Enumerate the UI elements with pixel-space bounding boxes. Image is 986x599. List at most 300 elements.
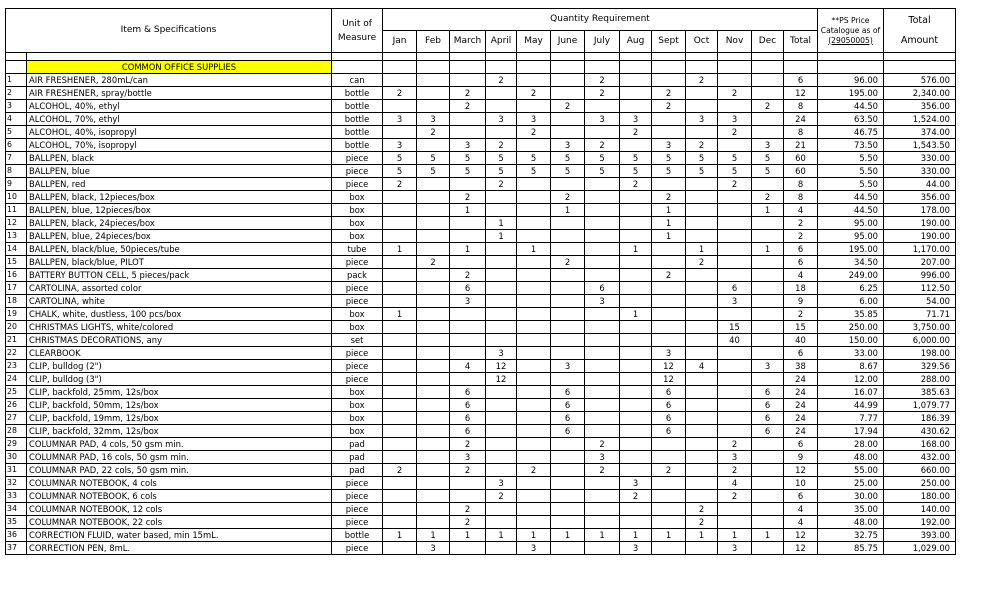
item-spec: COLUMNAR PAD, 16 cols, 50 gsm min. bbox=[27, 451, 332, 464]
total-amount: 288.00 bbox=[884, 373, 956, 386]
unit-of-measure: bottle bbox=[332, 113, 383, 126]
row-total: 8 bbox=[784, 178, 818, 191]
month-quantity bbox=[620, 503, 652, 516]
item-spec: BATTERY BUTTON CELL, 5 pieces/pack bbox=[27, 269, 332, 282]
month-quantity: 6 bbox=[652, 412, 686, 425]
unit-price: 6.25 bbox=[818, 282, 884, 295]
month-quantity: 4 bbox=[450, 360, 486, 373]
section-empty-cell bbox=[551, 61, 585, 74]
month-quantity: 3 bbox=[585, 451, 620, 464]
row-number: 16 bbox=[6, 269, 27, 282]
month-quantity bbox=[718, 204, 752, 217]
month-quantity: 2 bbox=[652, 191, 686, 204]
total-amount: 660.00 bbox=[884, 464, 956, 477]
row-total: 60 bbox=[784, 152, 818, 165]
month-quantity bbox=[450, 74, 486, 87]
month-quantity bbox=[585, 178, 620, 191]
month-quantity bbox=[383, 360, 417, 373]
header-month: Jan bbox=[383, 31, 417, 53]
month-quantity: 1 bbox=[517, 243, 551, 256]
month-quantity: 5 bbox=[517, 152, 551, 165]
month-quantity: 5 bbox=[551, 165, 585, 178]
table-row bbox=[6, 477, 956, 490]
item-spec: ALCOHOL, 70%, ethyl bbox=[27, 113, 332, 126]
row-total: 4 bbox=[784, 269, 818, 282]
month-quantity bbox=[417, 74, 450, 87]
month-quantity bbox=[585, 347, 620, 360]
month-quantity: 1 bbox=[620, 308, 652, 321]
month-quantity bbox=[486, 334, 517, 347]
month-quantity: 1 bbox=[383, 529, 417, 542]
month-quantity: 1 bbox=[718, 529, 752, 542]
month-quantity bbox=[450, 217, 486, 230]
header-item: Item & Specifications bbox=[6, 9, 332, 53]
month-quantity bbox=[752, 438, 784, 451]
month-quantity bbox=[486, 386, 517, 399]
row-total: 2 bbox=[784, 217, 818, 230]
row-total: 24 bbox=[784, 373, 818, 386]
unit-of-measure: bottle bbox=[332, 100, 383, 113]
month-quantity bbox=[383, 425, 417, 438]
month-quantity bbox=[486, 87, 517, 100]
item-spec: BALLPEN, black, 24pieces/box bbox=[27, 217, 332, 230]
unit-price: 85.75 bbox=[818, 542, 884, 555]
blank-cell bbox=[652, 53, 686, 61]
unit-price: 250.00 bbox=[818, 321, 884, 334]
month-quantity bbox=[486, 464, 517, 477]
month-quantity bbox=[383, 295, 417, 308]
month-quantity: 3 bbox=[517, 113, 551, 126]
row-total: 4 bbox=[784, 503, 818, 516]
month-quantity bbox=[620, 399, 652, 412]
month-quantity: 2 bbox=[450, 191, 486, 204]
month-quantity bbox=[517, 386, 551, 399]
month-quantity: 5 bbox=[585, 152, 620, 165]
month-quantity: 2 bbox=[417, 126, 450, 139]
month-quantity: 2 bbox=[686, 516, 718, 529]
table-row bbox=[6, 334, 956, 347]
month-quantity bbox=[551, 334, 585, 347]
month-quantity bbox=[450, 542, 486, 555]
month-quantity bbox=[752, 334, 784, 347]
row-number: 3 bbox=[6, 100, 27, 113]
month-quantity bbox=[752, 347, 784, 360]
row-total: 40 bbox=[784, 334, 818, 347]
month-quantity: 4 bbox=[718, 477, 752, 490]
header-total: Total bbox=[784, 31, 818, 53]
month-quantity: 1 bbox=[551, 204, 585, 217]
month-quantity: 2 bbox=[517, 126, 551, 139]
month-quantity bbox=[585, 503, 620, 516]
month-quantity: 5 bbox=[686, 165, 718, 178]
month-quantity bbox=[652, 308, 686, 321]
month-quantity bbox=[585, 516, 620, 529]
month-quantity bbox=[517, 282, 551, 295]
month-quantity bbox=[383, 399, 417, 412]
month-quantity bbox=[517, 334, 551, 347]
blank-cell bbox=[27, 53, 332, 61]
row-number: 32 bbox=[6, 477, 27, 490]
row-number: 35 bbox=[6, 516, 27, 529]
table-row bbox=[6, 87, 956, 100]
total-amount: 190.00 bbox=[884, 217, 956, 230]
month-quantity: 5 bbox=[585, 165, 620, 178]
month-quantity bbox=[686, 464, 718, 477]
total-amount: 374.00 bbox=[884, 126, 956, 139]
month-quantity bbox=[417, 516, 450, 529]
month-quantity bbox=[417, 308, 450, 321]
item-spec: BALLPEN, black bbox=[27, 152, 332, 165]
month-quantity bbox=[517, 256, 551, 269]
month-quantity bbox=[652, 321, 686, 334]
month-quantity: 12 bbox=[486, 373, 517, 386]
month-quantity bbox=[686, 178, 718, 191]
month-quantity: 1 bbox=[686, 529, 718, 542]
month-quantity bbox=[383, 321, 417, 334]
month-quantity: 6 bbox=[450, 399, 486, 412]
month-quantity: 2 bbox=[450, 516, 486, 529]
table-row bbox=[6, 503, 956, 516]
month-quantity: 3 bbox=[620, 542, 652, 555]
month-quantity bbox=[486, 282, 517, 295]
month-quantity bbox=[383, 542, 417, 555]
month-quantity bbox=[585, 217, 620, 230]
table-row bbox=[6, 204, 956, 217]
section-empty-cell bbox=[884, 61, 956, 74]
item-spec: COLUMNAR NOTEBOOK, 6 cols bbox=[27, 490, 332, 503]
month-quantity bbox=[686, 438, 718, 451]
month-quantity bbox=[417, 425, 450, 438]
unit-price: 44.50 bbox=[818, 100, 884, 113]
month-quantity bbox=[517, 412, 551, 425]
total-amount: 192.00 bbox=[884, 516, 956, 529]
month-quantity: 2 bbox=[551, 100, 585, 113]
unit-price: 46.75 bbox=[818, 126, 884, 139]
month-quantity bbox=[620, 204, 652, 217]
month-quantity bbox=[486, 503, 517, 516]
table-row bbox=[6, 386, 956, 399]
blank-cell bbox=[551, 53, 585, 61]
row-number: 22 bbox=[6, 347, 27, 360]
month-quantity bbox=[585, 230, 620, 243]
month-quantity bbox=[718, 360, 752, 373]
unit-price: 12.00 bbox=[818, 373, 884, 386]
section-empty-cell bbox=[718, 61, 752, 74]
month-quantity: 3 bbox=[551, 360, 585, 373]
month-quantity bbox=[383, 230, 417, 243]
section-empty-cell bbox=[332, 61, 383, 74]
month-quantity bbox=[450, 321, 486, 334]
table-row bbox=[6, 139, 956, 152]
unit-of-measure: piece bbox=[332, 152, 383, 165]
table-row bbox=[6, 529, 956, 542]
month-quantity bbox=[383, 347, 417, 360]
month-quantity bbox=[652, 113, 686, 126]
month-quantity bbox=[620, 269, 652, 282]
table-row bbox=[6, 464, 956, 477]
row-total: 2 bbox=[784, 308, 818, 321]
month-quantity: 6 bbox=[551, 399, 585, 412]
month-quantity bbox=[686, 204, 718, 217]
month-quantity bbox=[718, 269, 752, 282]
month-quantity bbox=[551, 295, 585, 308]
month-quantity bbox=[620, 191, 652, 204]
month-quantity: 5 bbox=[486, 165, 517, 178]
month-quantity: 6 bbox=[551, 386, 585, 399]
month-quantity bbox=[718, 347, 752, 360]
month-quantity: 2 bbox=[383, 87, 417, 100]
month-quantity bbox=[652, 256, 686, 269]
month-quantity bbox=[718, 386, 752, 399]
blank-cell bbox=[818, 53, 884, 61]
total-amount: 71.71 bbox=[884, 308, 956, 321]
month-quantity bbox=[551, 126, 585, 139]
row-number: 4 bbox=[6, 113, 27, 126]
month-quantity: 3 bbox=[752, 360, 784, 373]
unit-price: 44.50 bbox=[818, 204, 884, 217]
header-amount-line1: Total bbox=[908, 14, 931, 26]
item-spec: CLIP, backfold, 50mm, 12s/box bbox=[27, 399, 332, 412]
unit-price: 44.99 bbox=[818, 399, 884, 412]
month-quantity bbox=[517, 269, 551, 282]
month-quantity: 1 bbox=[652, 217, 686, 230]
month-quantity bbox=[417, 399, 450, 412]
month-quantity: 1 bbox=[752, 529, 784, 542]
unit-price: 48.00 bbox=[818, 516, 884, 529]
row-total: 6 bbox=[784, 347, 818, 360]
row-number: 11 bbox=[6, 204, 27, 217]
header-amount-line2: Amount bbox=[900, 34, 939, 46]
month-quantity: 3 bbox=[620, 113, 652, 126]
month-quantity bbox=[620, 347, 652, 360]
month-quantity bbox=[383, 386, 417, 399]
month-quantity bbox=[686, 87, 718, 100]
month-quantity bbox=[620, 256, 652, 269]
month-quantity bbox=[383, 438, 417, 451]
row-total: 12 bbox=[784, 542, 818, 555]
month-quantity bbox=[752, 451, 784, 464]
row-total: 24 bbox=[784, 399, 818, 412]
month-quantity bbox=[486, 191, 517, 204]
month-quantity bbox=[752, 217, 784, 230]
item-spec: AIR FRESHENER, 280mL/can bbox=[27, 74, 332, 87]
month-quantity: 15 bbox=[718, 321, 752, 334]
total-amount: 1,524.00 bbox=[884, 113, 956, 126]
row-total: 12 bbox=[784, 464, 818, 477]
month-quantity bbox=[417, 321, 450, 334]
row-total: 2 bbox=[784, 230, 818, 243]
month-quantity: 2 bbox=[585, 74, 620, 87]
month-quantity: 6 bbox=[450, 412, 486, 425]
item-spec: BALLPEN, black/blue, 50pieces/tube bbox=[27, 243, 332, 256]
month-quantity bbox=[752, 295, 784, 308]
item-spec: ALCOHOL, 40%, isopropyl bbox=[27, 126, 332, 139]
header-price-line3: (29050005) bbox=[828, 35, 873, 45]
month-quantity bbox=[686, 542, 718, 555]
month-quantity bbox=[486, 256, 517, 269]
month-quantity bbox=[517, 503, 551, 516]
month-quantity bbox=[686, 334, 718, 347]
procurement-sheet bbox=[5, 8, 956, 555]
section-empty-cell bbox=[450, 61, 486, 74]
month-quantity bbox=[551, 464, 585, 477]
row-total: 6 bbox=[784, 438, 818, 451]
month-quantity bbox=[718, 256, 752, 269]
unit-of-measure: piece bbox=[332, 360, 383, 373]
month-quantity: 2 bbox=[551, 191, 585, 204]
month-quantity: 3 bbox=[486, 113, 517, 126]
month-quantity bbox=[486, 126, 517, 139]
blank-cell bbox=[383, 53, 417, 61]
month-quantity bbox=[585, 243, 620, 256]
month-quantity: 2 bbox=[450, 269, 486, 282]
month-quantity bbox=[417, 451, 450, 464]
row-number: 23 bbox=[6, 360, 27, 373]
month-quantity bbox=[551, 74, 585, 87]
unit-of-measure: box bbox=[332, 386, 383, 399]
month-quantity: 1 bbox=[417, 529, 450, 542]
header-month: Oct bbox=[686, 31, 718, 53]
table-row bbox=[6, 113, 956, 126]
month-quantity bbox=[486, 399, 517, 412]
unit-of-measure: box bbox=[332, 217, 383, 230]
row-number: 17 bbox=[6, 282, 27, 295]
section-empty-cell bbox=[784, 61, 818, 74]
unit-price: 5.50 bbox=[818, 165, 884, 178]
month-quantity: 2 bbox=[652, 269, 686, 282]
item-spec: COLUMNAR NOTEBOOK, 12 cols bbox=[27, 503, 332, 516]
row-number: 13 bbox=[6, 230, 27, 243]
table-row bbox=[6, 451, 956, 464]
month-quantity bbox=[620, 87, 652, 100]
item-spec: CLIP, bulldog (3") bbox=[27, 373, 332, 386]
month-quantity bbox=[752, 321, 784, 334]
item-spec: CARTOLINA, white bbox=[27, 295, 332, 308]
row-number: 1 bbox=[6, 74, 27, 87]
unit-price: 73.50 bbox=[818, 139, 884, 152]
month-quantity bbox=[417, 139, 450, 152]
row-number: 37 bbox=[6, 542, 27, 555]
header-month: Aug bbox=[620, 31, 652, 53]
month-quantity: 1 bbox=[486, 217, 517, 230]
month-quantity bbox=[383, 490, 417, 503]
section-empty-cell bbox=[383, 61, 417, 74]
month-quantity bbox=[752, 256, 784, 269]
row-total: 9 bbox=[784, 295, 818, 308]
month-quantity bbox=[517, 477, 551, 490]
row-total: 8 bbox=[784, 191, 818, 204]
month-quantity: 6 bbox=[652, 386, 686, 399]
month-quantity: 6 bbox=[752, 425, 784, 438]
month-quantity bbox=[383, 477, 417, 490]
month-quantity bbox=[417, 269, 450, 282]
month-quantity bbox=[620, 100, 652, 113]
month-quantity bbox=[383, 503, 417, 516]
month-quantity bbox=[686, 126, 718, 139]
month-quantity: 5 bbox=[620, 152, 652, 165]
total-amount: 996.00 bbox=[884, 269, 956, 282]
month-quantity: 2 bbox=[585, 87, 620, 100]
month-quantity: 2 bbox=[718, 178, 752, 191]
month-quantity bbox=[551, 217, 585, 230]
item-spec: COLUMNAR NOTEBOOK, 4 cols bbox=[27, 477, 332, 490]
month-quantity bbox=[417, 204, 450, 217]
month-quantity bbox=[718, 308, 752, 321]
month-quantity bbox=[517, 438, 551, 451]
month-quantity bbox=[620, 386, 652, 399]
month-quantity bbox=[517, 373, 551, 386]
month-quantity bbox=[551, 243, 585, 256]
month-quantity: 6 bbox=[450, 425, 486, 438]
section-empty-cell bbox=[686, 61, 718, 74]
table-row bbox=[6, 412, 956, 425]
month-quantity bbox=[620, 360, 652, 373]
total-amount: 54.00 bbox=[884, 295, 956, 308]
month-quantity: 6 bbox=[752, 399, 784, 412]
unit-of-measure: piece bbox=[332, 542, 383, 555]
month-quantity bbox=[620, 412, 652, 425]
month-quantity bbox=[517, 516, 551, 529]
table-row bbox=[6, 360, 956, 373]
unit-of-measure: bottle bbox=[332, 529, 383, 542]
month-quantity bbox=[551, 321, 585, 334]
unit-of-measure: box bbox=[332, 204, 383, 217]
month-quantity: 1 bbox=[383, 243, 417, 256]
month-quantity bbox=[652, 243, 686, 256]
month-quantity bbox=[718, 191, 752, 204]
total-amount: 198.00 bbox=[884, 347, 956, 360]
month-quantity bbox=[517, 191, 551, 204]
month-quantity: 1 bbox=[486, 230, 517, 243]
month-quantity: 1 bbox=[551, 529, 585, 542]
month-quantity: 3 bbox=[517, 542, 551, 555]
month-quantity bbox=[718, 230, 752, 243]
blank-cell bbox=[486, 53, 517, 61]
month-quantity: 2 bbox=[585, 438, 620, 451]
item-spec: CLEARBOOK bbox=[27, 347, 332, 360]
month-quantity: 6 bbox=[718, 282, 752, 295]
month-quantity bbox=[752, 74, 784, 87]
month-quantity: 3 bbox=[718, 542, 752, 555]
item-spec: CLIP, backfold, 19mm, 12s/box bbox=[27, 412, 332, 425]
table-row bbox=[6, 425, 956, 438]
unit-price: 63.50 bbox=[818, 113, 884, 126]
month-quantity bbox=[417, 347, 450, 360]
month-quantity bbox=[652, 282, 686, 295]
month-quantity: 3 bbox=[486, 477, 517, 490]
total-amount: 250.00 bbox=[884, 477, 956, 490]
month-quantity: 3 bbox=[585, 113, 620, 126]
month-quantity: 5 bbox=[450, 165, 486, 178]
month-quantity bbox=[652, 334, 686, 347]
month-quantity: 5 bbox=[517, 165, 551, 178]
month-quantity bbox=[718, 74, 752, 87]
month-quantity: 3 bbox=[652, 347, 686, 360]
month-quantity bbox=[686, 490, 718, 503]
month-quantity: 3 bbox=[383, 113, 417, 126]
table-row bbox=[6, 282, 956, 295]
item-spec: BALLPEN, blue, 24pieces/box bbox=[27, 230, 332, 243]
total-amount: 1,543.50 bbox=[884, 139, 956, 152]
month-quantity bbox=[752, 87, 784, 100]
month-quantity bbox=[585, 360, 620, 373]
unit-of-measure: piece bbox=[332, 477, 383, 490]
month-quantity bbox=[383, 100, 417, 113]
month-quantity: 2 bbox=[585, 464, 620, 477]
item-spec: BALLPEN, red bbox=[27, 178, 332, 191]
table-row bbox=[6, 490, 956, 503]
month-quantity: 2 bbox=[517, 464, 551, 477]
